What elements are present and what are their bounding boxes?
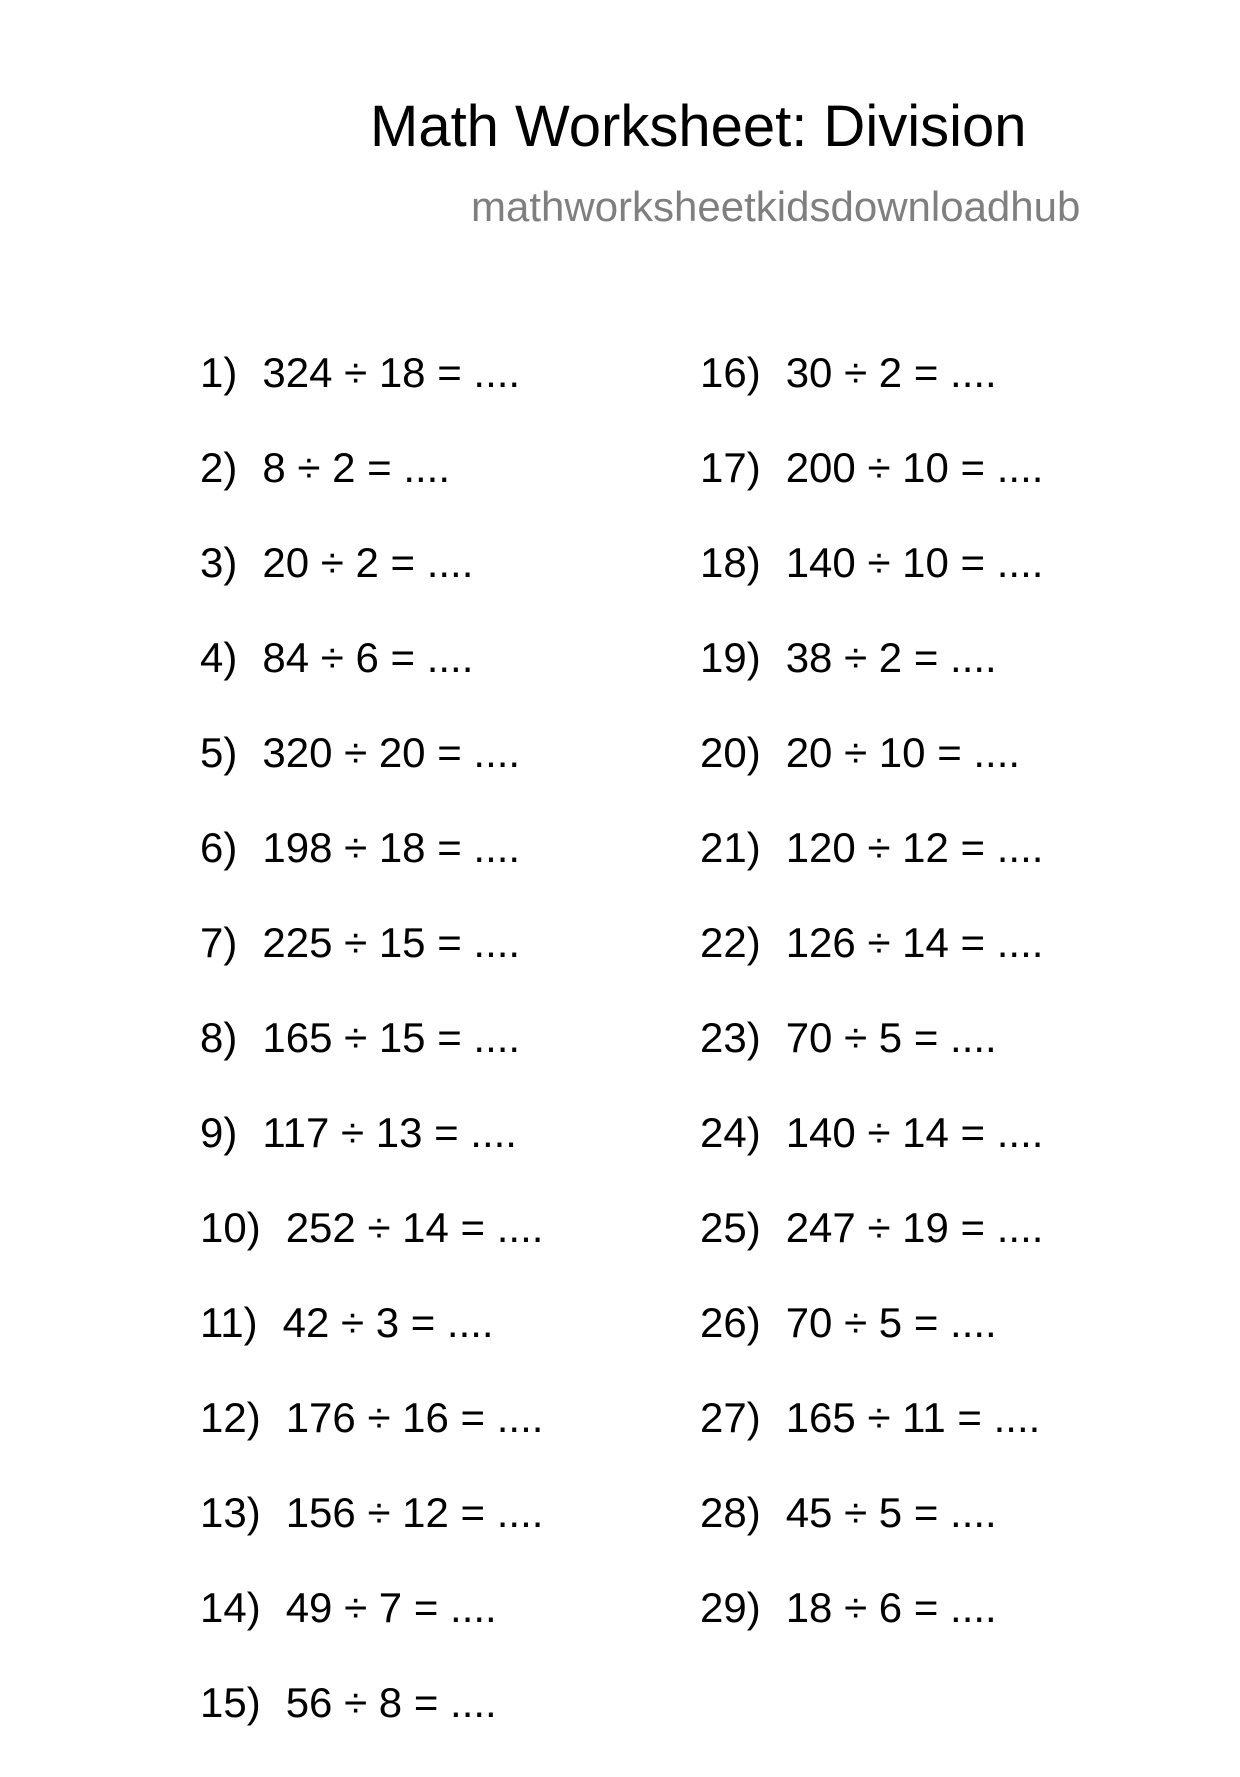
problem-item — [700, 1299, 1043, 1397]
problem-item — [700, 539, 1044, 637]
problem-number: 6) — [200, 824, 238, 871]
problem-expression: 84 ÷ 6 = .... — [262, 634, 474, 681]
problem-number: 23) — [700, 1014, 761, 1061]
problem-item — [200, 1679, 543, 1777]
problem-expression: 198 ÷ 18 = .... — [262, 824, 521, 871]
problem-item — [200, 1489, 544, 1587]
problem-expression: 225 ÷ 15 = .... — [262, 919, 521, 966]
problem-item — [700, 729, 1043, 827]
problem-number: 4) — [200, 634, 238, 681]
problem-expression: 140 ÷ 14 = .... — [785, 1109, 1044, 1156]
problem-expression: 20 ÷ 2 = .... — [262, 539, 474, 586]
problem-item — [700, 919, 1044, 1017]
problem-expression: 165 ÷ 11 = .... — [785, 1394, 1041, 1441]
problem-number: 21) — [700, 824, 761, 871]
problem-expression: 42 ÷ 3 = .... — [282, 1299, 494, 1346]
problem-item — [200, 349, 543, 447]
problem-expression: 252 ÷ 14 = .... — [285, 1204, 544, 1251]
problem-number: 11) — [200, 1299, 258, 1346]
problem-item — [200, 824, 543, 922]
problem-number: 25) — [700, 1204, 761, 1251]
problem-expression: 120 ÷ 12 = .... — [785, 824, 1044, 871]
problem-expression: 176 ÷ 16 = .... — [285, 1394, 544, 1441]
problem-item — [700, 1489, 1043, 1587]
problem-number: 26) — [700, 1299, 761, 1346]
problem-expression: 38 ÷ 2 = .... — [785, 634, 997, 681]
problem-item — [200, 1299, 543, 1397]
problem-number: 22) — [700, 919, 761, 966]
problem-number: 14) — [200, 1584, 261, 1631]
problem-expression: 70 ÷ 5 = .... — [785, 1299, 997, 1346]
problem-expression: 49 ÷ 7 = .... — [285, 1584, 497, 1631]
problem-expression: 165 ÷ 15 = .... — [262, 1014, 521, 1061]
problem-number: 27) — [700, 1394, 761, 1441]
problem-item — [200, 1109, 543, 1207]
problem-number: 18) — [700, 539, 761, 586]
problem-item — [200, 1014, 543, 1112]
problem-item — [200, 919, 543, 1017]
problem-number: 5) — [200, 729, 238, 776]
problem-expression: 18 ÷ 6 = .... — [785, 1584, 997, 1631]
problem-number: 24) — [700, 1109, 761, 1156]
problem-item — [700, 824, 1044, 922]
problem-expression: 140 ÷ 10 = .... — [785, 539, 1044, 586]
problem-expression: 156 ÷ 12 = .... — [285, 1489, 544, 1536]
problem-item — [200, 1394, 544, 1492]
problem-item — [200, 1204, 544, 1302]
problem-expression: 247 ÷ 19 = .... — [785, 1204, 1044, 1251]
problem-expression: 200 ÷ 10 = .... — [785, 444, 1044, 491]
problem-item — [700, 349, 1043, 447]
problem-expression: 30 ÷ 2 = .... — [785, 349, 997, 396]
problem-expression: 8 ÷ 2 = .... — [262, 444, 451, 491]
problem-number: 15) — [200, 1679, 261, 1726]
problem-item — [200, 539, 543, 637]
problem-expression: 126 ÷ 14 = .... — [785, 919, 1044, 966]
problem-number: 13) — [200, 1489, 261, 1536]
problem-expression: 20 ÷ 10 = .... — [785, 729, 1021, 776]
problem-number: 19) — [700, 634, 761, 681]
problem-item — [700, 1204, 1044, 1302]
problem-item — [700, 1584, 1043, 1682]
problem-number: 9) — [200, 1109, 238, 1156]
problem-item — [700, 1014, 1043, 1112]
problem-item — [200, 729, 543, 827]
problem-expression: 320 ÷ 20 = .... — [262, 729, 521, 776]
problem-number: 29) — [700, 1584, 761, 1631]
problem-list-left — [200, 349, 544, 1777]
problem-item — [700, 634, 1043, 732]
problem-item — [700, 1394, 1043, 1492]
problem-number: 10) — [200, 1204, 261, 1251]
problem-list-right — [700, 349, 1044, 1682]
problem-item — [700, 1109, 1044, 1207]
problem-number: 7) — [200, 919, 238, 966]
problem-number: 1) — [200, 349, 238, 396]
problem-number: 3) — [200, 539, 238, 586]
problem-expression: 324 ÷ 18 = .... — [262, 349, 521, 396]
worksheet-title: Math Worksheet: Division — [370, 94, 1027, 159]
problem-number: 8) — [200, 1014, 238, 1061]
problem-item — [200, 1584, 543, 1682]
problem-number: 12) — [200, 1394, 261, 1441]
worksheet-subtitle: mathworksheetkidsdownloadhub — [471, 183, 1081, 230]
problem-item — [200, 634, 543, 732]
problem-number: 2) — [200, 444, 238, 491]
problem-item — [200, 444, 543, 542]
problem-expression: 56 ÷ 8 = .... — [285, 1679, 497, 1726]
problem-expression: 117 ÷ 13 = .... — [262, 1109, 517, 1156]
problem-number: 17) — [700, 444, 761, 491]
problem-number: 16) — [700, 349, 761, 396]
problem-item — [700, 444, 1044, 542]
problem-expression: 45 ÷ 5 = .... — [785, 1489, 997, 1536]
problem-number: 28) — [700, 1489, 761, 1536]
problem-number: 20) — [700, 729, 761, 776]
problem-expression: 70 ÷ 5 = .... — [785, 1014, 997, 1061]
